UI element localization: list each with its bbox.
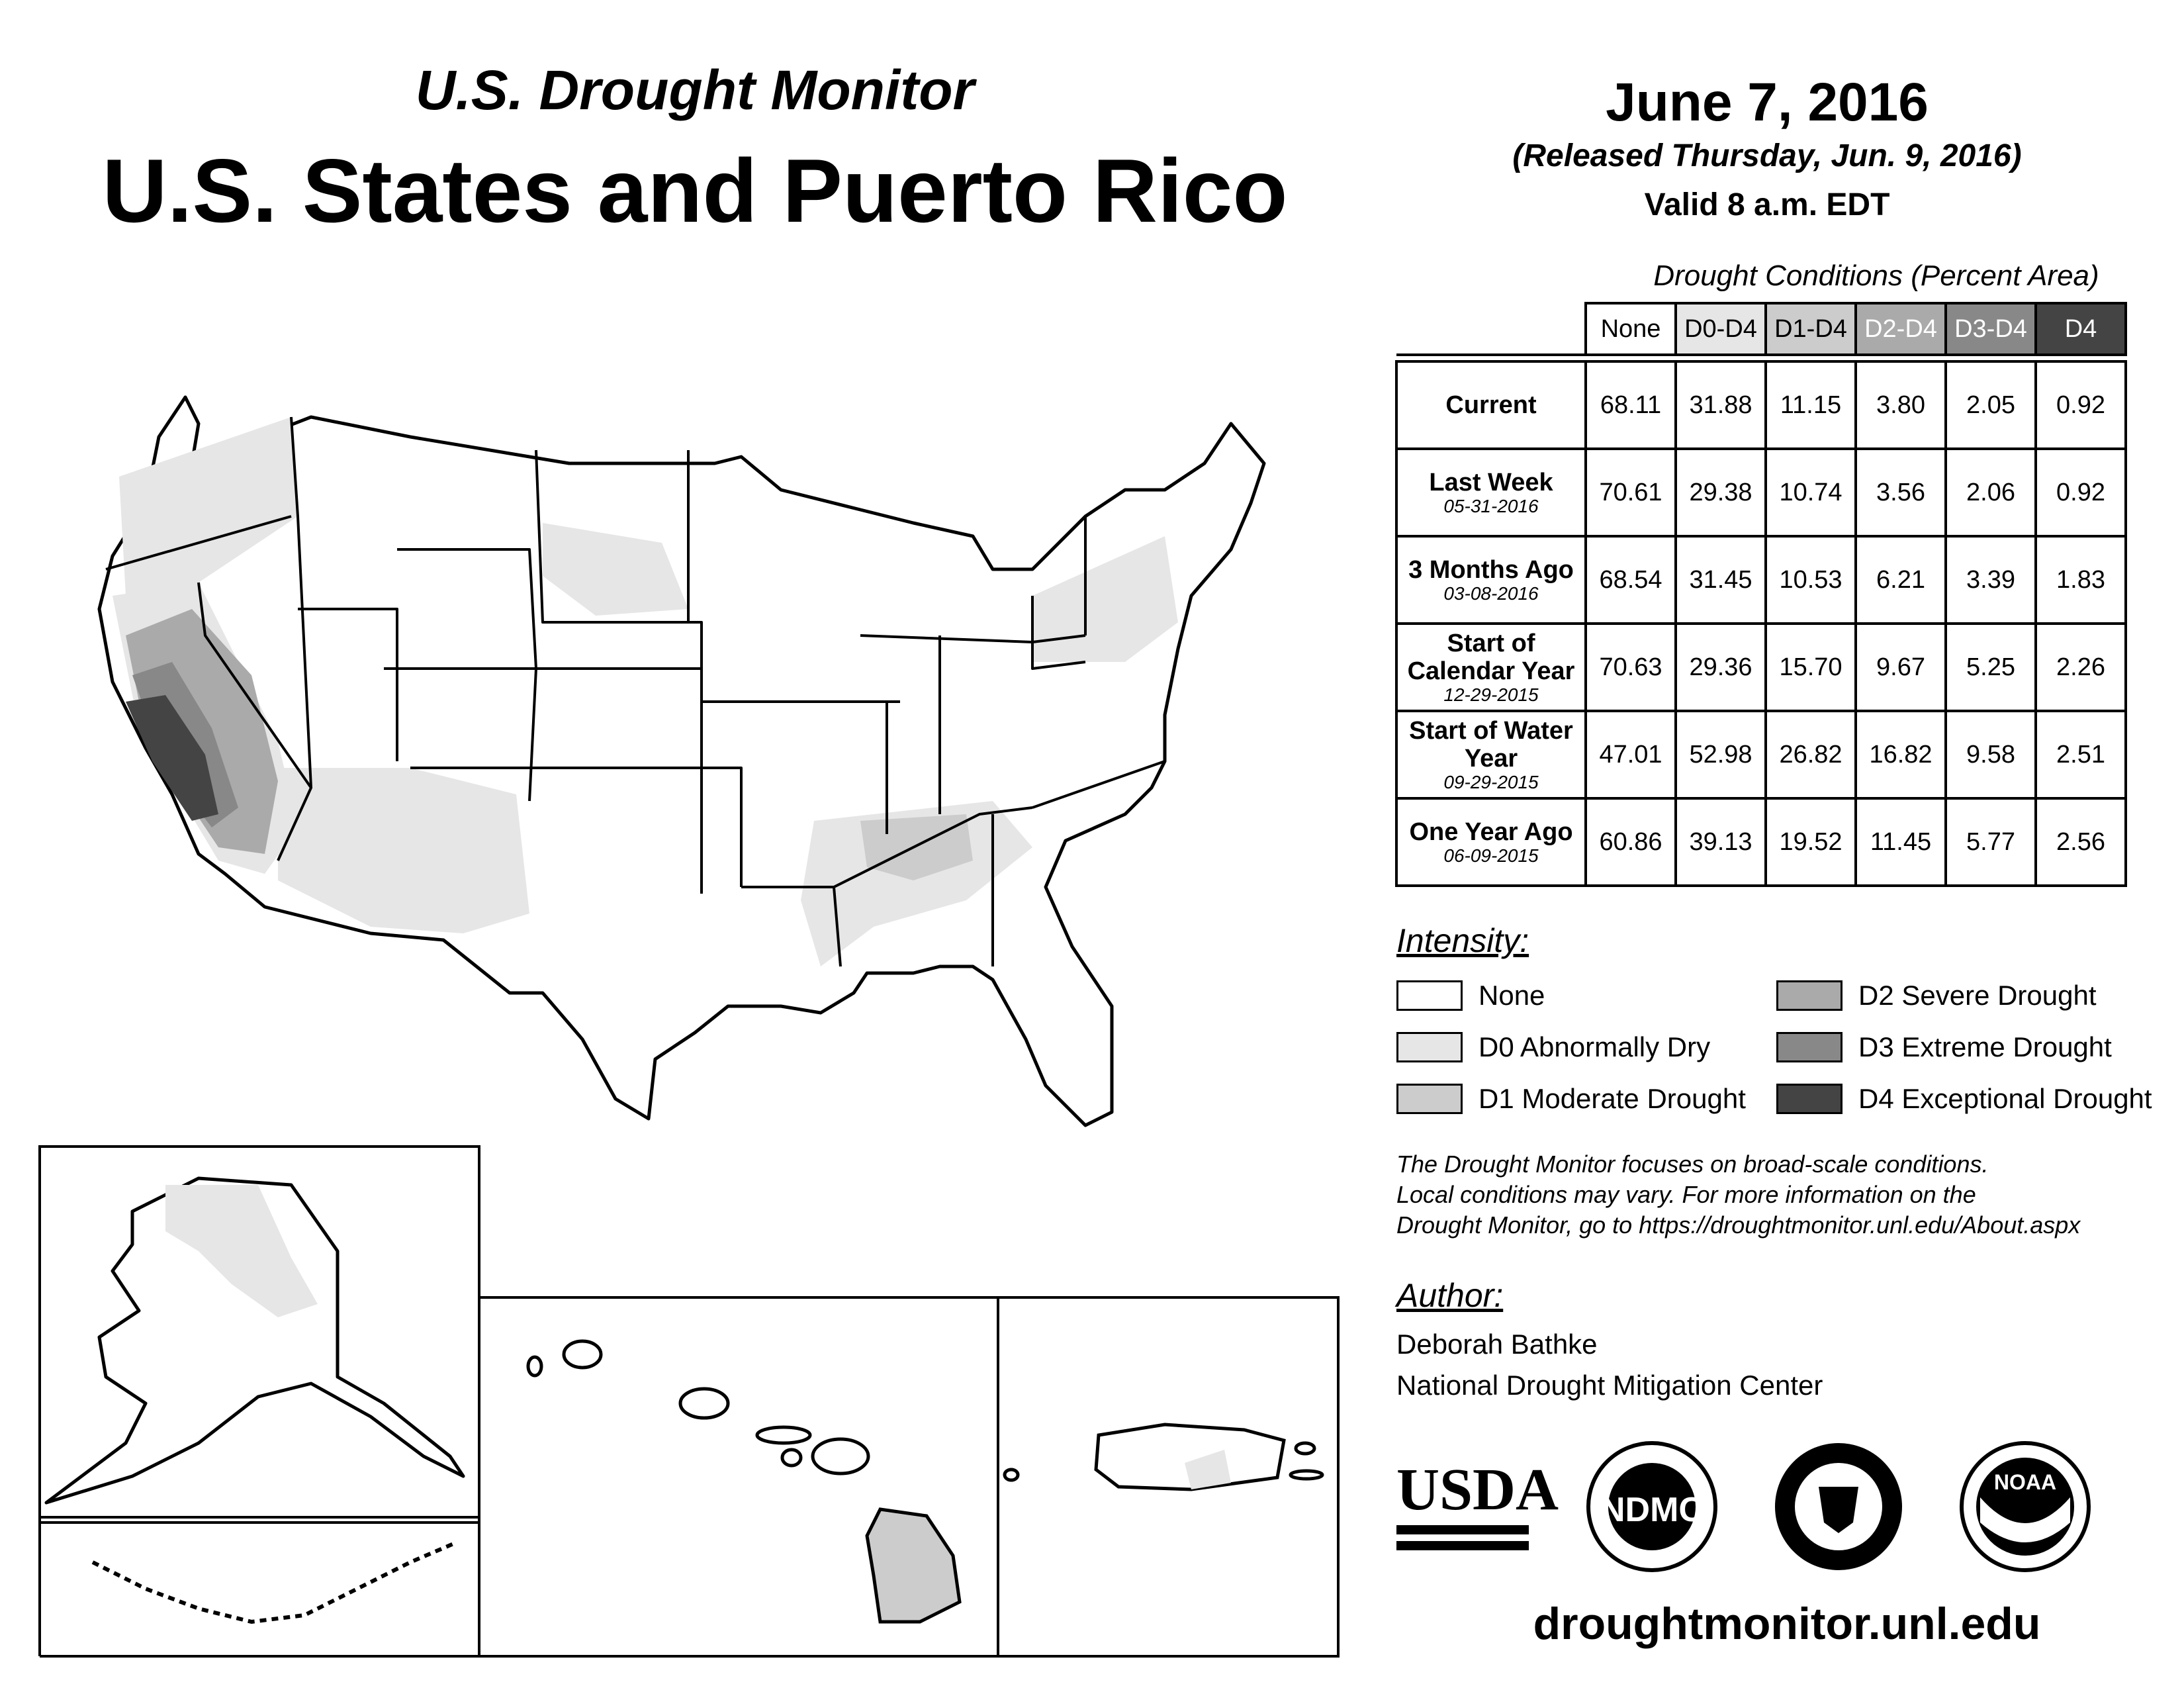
table-cell: 2.56 bbox=[2036, 798, 2126, 886]
drought-conditions-table bbox=[1395, 302, 2127, 887]
table-cell: 31.88 bbox=[1676, 361, 1766, 449]
row-label: 3 Months Ago bbox=[1408, 556, 1574, 584]
table-cell: 6.21 bbox=[1856, 536, 1946, 624]
valid-time: Valid 8 a.m. EDT bbox=[1644, 187, 1890, 222]
aleutian-islands bbox=[93, 1542, 457, 1622]
table-cell: 29.38 bbox=[1676, 449, 1766, 536]
usda-logo-text: USDA bbox=[1396, 1457, 1559, 1523]
noaa-logo-text: NOAA bbox=[1993, 1470, 2057, 1494]
table-row bbox=[1396, 624, 2126, 711]
legend-item bbox=[1396, 1031, 1710, 1063]
map-title: U.S. States and Puerto Rico bbox=[102, 140, 1288, 241]
legend-item bbox=[1776, 1083, 2152, 1115]
disclaimer-note bbox=[1396, 1149, 2177, 1241]
legend-label: D1 Moderate Drought bbox=[1479, 1083, 1746, 1114]
legend-label: D2 Severe Drought bbox=[1858, 980, 2097, 1011]
col-header: D3-D4 bbox=[1946, 303, 2036, 355]
table-cell: 15.70 bbox=[1766, 624, 1856, 711]
table-cell: 11.45 bbox=[1856, 798, 1946, 886]
legend-swatch bbox=[1776, 1084, 1843, 1114]
row-label: Start of Calendar Year bbox=[1407, 630, 1575, 685]
legend-swatch bbox=[1776, 1032, 1843, 1062]
table-cell: 1.83 bbox=[2036, 536, 2126, 624]
table-cell: 9.67 bbox=[1856, 624, 1946, 711]
note-line: Local conditions may vary. For more information on the bbox=[1396, 1181, 1976, 1208]
row-label: One Year Ago bbox=[1409, 818, 1573, 846]
conus-map bbox=[99, 397, 1264, 1125]
table-cell: 68.54 bbox=[1586, 536, 1676, 624]
table-cell: 60.86 bbox=[1586, 798, 1676, 886]
alaska-map bbox=[46, 1178, 463, 1622]
map-subtitle: U.S. Drought Monitor bbox=[415, 59, 975, 121]
legend-label: D3 Extreme Drought bbox=[1858, 1031, 2112, 1062]
table-row bbox=[1396, 536, 2126, 624]
table-cell: 3.80 bbox=[1856, 361, 1946, 449]
table-cell: 3.39 bbox=[1946, 536, 2036, 624]
molokai-island bbox=[757, 1427, 810, 1443]
legend-item bbox=[1396, 980, 1545, 1011]
row-label: Current bbox=[1445, 391, 1537, 419]
noaa-logo bbox=[1962, 1443, 2089, 1570]
table-cell: 31.45 bbox=[1676, 536, 1766, 624]
table-cell: 2.51 bbox=[2036, 711, 2126, 798]
table-cell: 29.36 bbox=[1676, 624, 1766, 711]
table-cell: 70.63 bbox=[1586, 624, 1676, 711]
legend-item bbox=[1776, 1031, 2112, 1063]
niihau-island bbox=[528, 1357, 541, 1376]
kauai-island bbox=[564, 1341, 601, 1368]
table-row bbox=[1396, 449, 2126, 536]
table-cell: 0.92 bbox=[2036, 361, 2126, 449]
table-cell: 26.82 bbox=[1766, 711, 1856, 798]
row-date: 09-29-2015 bbox=[1443, 772, 1539, 792]
table-cell: 10.53 bbox=[1766, 536, 1856, 624]
ndmc-logo-text: NDMC bbox=[1600, 1491, 1704, 1529]
lanai-island bbox=[782, 1450, 801, 1466]
author-heading: Author: bbox=[1396, 1277, 1504, 1314]
note-line: The Drought Monitor focuses on broad-scale conditions. bbox=[1396, 1150, 1989, 1178]
row-date: 03-08-2016 bbox=[1443, 583, 1539, 604]
legend-heading: Intensity: bbox=[1396, 922, 1529, 959]
maui-island bbox=[813, 1439, 868, 1474]
table-row bbox=[1396, 798, 2126, 886]
table-cell: 11.15 bbox=[1766, 361, 1856, 449]
table-row bbox=[1396, 361, 2126, 449]
row-date: 12-29-2015 bbox=[1443, 684, 1539, 705]
legend-swatch bbox=[1396, 1032, 1463, 1062]
table-cell: 5.25 bbox=[1946, 624, 2036, 711]
col-header: D4 bbox=[2036, 303, 2126, 355]
legend-swatch bbox=[1396, 980, 1463, 1011]
table-cell: 70.61 bbox=[1586, 449, 1676, 536]
author-org: National Drought Mitigation Center bbox=[1396, 1370, 1823, 1401]
table-cell: 2.06 bbox=[1946, 449, 2036, 536]
table-cell: 2.26 bbox=[2036, 624, 2126, 711]
table-cell: 39.13 bbox=[1676, 798, 1766, 886]
legend-label: D4 Exceptional Drought bbox=[1858, 1083, 2152, 1114]
table-cell: 19.52 bbox=[1766, 798, 1856, 886]
legend-swatch bbox=[1776, 980, 1843, 1011]
table-cell: 3.56 bbox=[1856, 449, 1946, 536]
table-cell: 10.74 bbox=[1766, 449, 1856, 536]
table-row bbox=[1396, 711, 2126, 798]
table-cell: 2.05 bbox=[1946, 361, 2036, 449]
row-date: 05-31-2016 bbox=[1443, 496, 1539, 516]
legend-label: None bbox=[1479, 980, 1545, 1011]
col-header: D2-D4 bbox=[1856, 303, 1946, 355]
table-cell: 47.01 bbox=[1586, 711, 1676, 798]
website-link[interactable]: droughtmonitor.unl.edu bbox=[1533, 1599, 2041, 1649]
row-label: Last Week bbox=[1429, 469, 1553, 496]
legend-swatch bbox=[1396, 1084, 1463, 1114]
table-cell: 9.58 bbox=[1946, 711, 2036, 798]
legend-item bbox=[1776, 980, 2097, 1011]
col-header: None bbox=[1586, 303, 1676, 355]
note-line: Drought Monitor, go to https://droughtmonitor.unl.edu/About.aspx bbox=[1396, 1211, 2081, 1239]
table-cell: 52.98 bbox=[1676, 711, 1766, 798]
logos bbox=[1396, 1443, 2089, 1570]
col-header: D1-D4 bbox=[1766, 303, 1856, 355]
release-date: (Released Thursday, Jun. 9, 2016) bbox=[1512, 138, 2022, 173]
table-cell: 0.92 bbox=[2036, 449, 2126, 536]
legend-label: D0 Abnormally Dry bbox=[1479, 1031, 1711, 1062]
author-block bbox=[1396, 1324, 1823, 1406]
table-cell: 68.11 bbox=[1586, 361, 1676, 449]
oahu-island bbox=[680, 1389, 728, 1418]
row-date: 06-09-2015 bbox=[1443, 845, 1539, 866]
usda-logo bbox=[1396, 1457, 1559, 1550]
puerto-rico-map bbox=[1005, 1425, 1322, 1489]
ndmc-logo bbox=[1588, 1443, 1715, 1570]
row-label: Start of Water Year bbox=[1409, 717, 1573, 773]
commerce-seal-logo bbox=[1775, 1443, 1902, 1570]
hawaii-map bbox=[528, 1341, 960, 1622]
legend-item bbox=[1396, 1083, 1746, 1115]
map-date: June 7, 2016 bbox=[1606, 72, 1929, 132]
table-caption: Drought Conditions (Percent Area) bbox=[1653, 259, 2099, 292]
table-cell: 5.77 bbox=[1946, 798, 2036, 886]
col-header: D0-D4 bbox=[1676, 303, 1766, 355]
big-island bbox=[867, 1509, 960, 1622]
table-cell: 16.82 bbox=[1856, 711, 1946, 798]
author-name: Deborah Bathke bbox=[1396, 1329, 1598, 1360]
